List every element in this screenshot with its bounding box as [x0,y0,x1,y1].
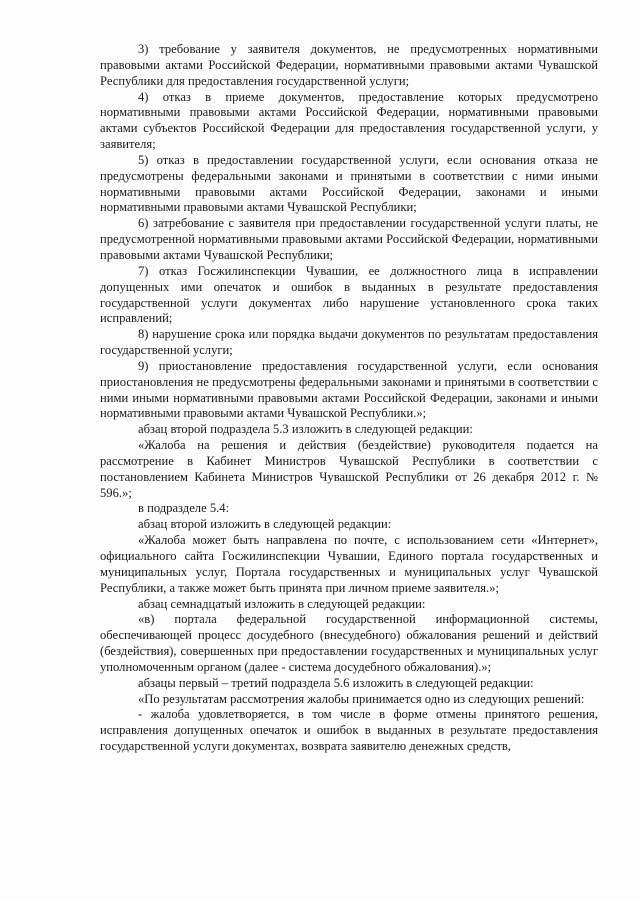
document-body [100,42,598,755]
paragraph-item-8: 8) нарушение срока или порядка выдачи документов по результатам предоставления государственной услуги; [100,327,598,358]
paragraph-item-6: 6) затребование с заявителя при предоставлении государственной услуги платы, не предусмотренной нормативными правовыми актами Российской Федерации, нормативными правовыми актами Чувашской Республики; [100,216,598,262]
paragraph-item-4: 4) отказ в приеме документов, предоставление которых предусмотрено нормативными правовыми актами Российской Федерации, нормативными правовыми актами субъектов Российской Федерации для предоставления государственной услуги, у заявителя; [100,89,598,152]
paragraph-item-7: 7) отказ Госжилинспекции Чувашии, ее должностного лица в исправлении допущенных ими опечаток и ошибок в выданных в результате предоставления государственной услуги документах либо нарушение установленного срока таких исправлений; [100,263,598,326]
paragraph-item-9: 9) приостановление предоставления государственной услуги, если основания приостановления не предусмотрены федеральными законами и принятыми в соответствии с ними иными нормативными правовыми актами Российской Федерации, законами и иными нормативными правовыми актами Чувашской Республики.»; [100,358,598,421]
paragraph-seventeenth-abzac-text: «в) портала федеральной государственной информационной системы, обеспечивающей процесс досудебного (внесудебного) обжалования решений и действий (бездействия), совершенных при предоставлении государственных и муниципальных услуг уполномоченным органом (далее - система досудебного обжалования).»; [100,612,598,674]
paragraph-second-abzac-intro: абзац второй изложить в следующей редакции: [138,517,392,532]
paragraph-section-5-6-text: «По результатам рассмотрения жалобы принимается одно из следующих решений: [138,691,585,706]
paragraph-second-abzac-text: «Жалоба может быть направлена по почте, с использованием сети «Интернет», официального сайта Госжилинспекции Чувашии, Единого портала государственных и муниципальных услуг, Портала государственных и муниципальных услуг Чувашской Республики, а также может быть принята при личном приеме заявителя.»; [100,533,598,595]
paragraph-item-5: 5) отказ в предоставлении государственной услуги, если основания отказа не предусмотрены федеральными законами и принятыми в соответствии с ними иными нормативными правовыми актами Российской Федерации, законами и иными нормативными правовыми актами Чувашской Республики; [100,152,598,215]
paragraph-section-5-4-intro: в подразделе 5.4: [138,501,230,516]
paragraph-seventeenth-abzac-intro: абзац семнадцатый изложить в следующей редакции: [138,596,426,611]
paragraph-decision-item: - жалоба удовлетворяется, в том числе в форме отмены принятого решения, исправления допущенных опечаток и ошибок в выданных в результате предоставления государственной услуги документах, возврата заявителю денежных средств, [100,707,598,754]
paragraph-section-5-6-intro: абзацы первый – третий подраздела 5.6 изложить в следующей редакции: [138,675,534,690]
paragraph-section-5-3-intro: абзац второй подраздела 5.3 изложить в следующей редакции: [138,422,473,437]
paragraph-item-3: 3) требование у заявителя документов, не предусмотренных нормативными правовыми актами Российской Федерации, нормативными правовыми актами Чувашской Республики для предоставления государственной услуги; [100,42,598,88]
paragraph-section-5-3-text: «Жалоба на решения и действия (бездействие) руководителя подается на рассмотрение в Кабинет Министров Чувашской Республики в соответствии с постановлением Кабинета Министров Чувашской Республики от 26 декабря 2012 г. № 596.»; [100,438,598,500]
